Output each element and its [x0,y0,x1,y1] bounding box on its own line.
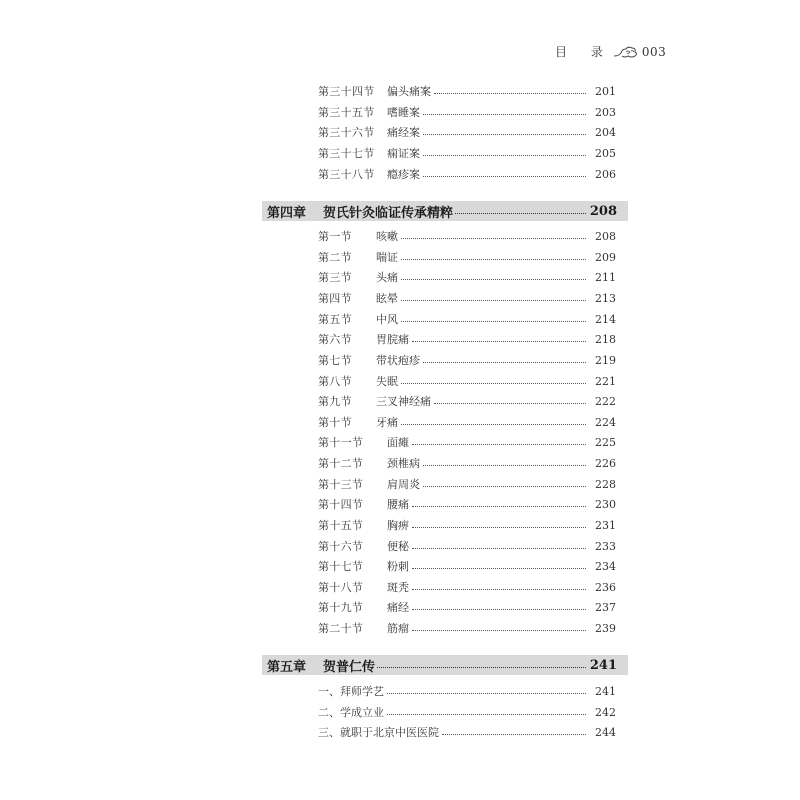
section-title: 中风 [376,313,398,326]
toc-entry[interactable] [318,247,616,267]
page-number: 237 [595,600,616,614]
toc-entry[interactable] [318,618,616,638]
running-head-title: 目 录 [555,45,613,59]
toc-entry[interactable] [318,329,616,349]
toc-entry[interactable] [318,412,616,432]
toc-entry[interactable] [318,494,616,514]
page-number: 213 [595,291,616,305]
dot-leader [412,629,586,631]
section-title: 偏头痛案 [387,85,431,98]
section-number: 第十四节 [318,498,364,511]
toc-entry[interactable] [318,474,616,494]
section-number: 第一节 [318,230,352,243]
page-number: 244 [595,725,616,739]
section-title: 筋瘤 [387,622,409,635]
page-number: 233 [595,539,616,553]
toc-entry[interactable] [318,556,616,576]
section-title: 嗜睡案 [387,106,420,119]
toc-entry[interactable] [318,597,616,617]
dot-leader [401,423,586,425]
section-title: 三、就职于北京中医医院 [318,726,439,739]
toc-entry[interactable] [318,102,616,122]
toc-entry[interactable] [318,453,616,473]
chapter-title: 贺氏针灸临证传承精粹 [323,205,454,221]
dot-leader [401,382,586,384]
section-number: 第二节 [318,251,352,264]
dot-leader [412,547,586,549]
dot-leader [412,588,586,590]
section-title: 咳嗽 [376,230,398,243]
section-title: 喘证 [376,251,398,264]
dot-leader [423,175,586,177]
toc-entry[interactable] [318,391,616,411]
section-title: 胃脘痛 [376,333,409,346]
section-number: 第十六节 [318,540,364,553]
page-number: 234 [595,559,616,573]
toc-entry[interactable] [318,267,616,287]
chapter-heading[interactable] [262,655,628,675]
section-title: 腰痛 [387,498,409,511]
page-number: 219 [595,353,616,367]
page-number: 241 [595,684,616,698]
dot-leader [442,733,586,735]
section-number: 第十二节 [318,457,364,470]
section-number: 第三十七节 [318,147,375,160]
section-title: 颈椎病 [387,457,420,470]
dot-leader [387,713,586,715]
section-number: 第三十八节 [318,168,375,181]
toc-entry[interactable] [318,350,616,370]
page-number: 241 [589,657,617,673]
dot-leader [412,505,586,507]
dot-leader [412,608,586,610]
section-number: 第十五节 [318,519,364,532]
dot-leader [423,133,586,135]
page-number: 242 [595,705,616,719]
toc-entry[interactable] [318,432,616,452]
section-title: 失眠 [376,375,398,388]
section-title: 斑秃 [387,581,409,594]
toc-entry[interactable] [318,81,616,101]
section-title: 痫证案 [387,147,420,160]
toc-entry[interactable] [318,536,616,556]
dot-leader [401,320,586,322]
toc-entry[interactable] [318,515,616,535]
running-head-page-number: 003 [641,44,667,59]
dot-leader [401,278,586,280]
section-number: 第三十四节 [318,85,375,98]
section-title: 三叉神经痛 [376,395,431,408]
page-number: 201 [595,84,616,98]
toc-entry[interactable] [318,143,616,163]
section-number: 第六节 [318,333,352,346]
dot-leader [401,237,586,239]
dot-leader [412,526,586,528]
page-number: 209 [595,250,616,264]
page-number: 211 [595,270,616,284]
toc-entry[interactable] [318,722,616,742]
section-title: 胸痹 [387,519,409,532]
section-title: 面瘫 [387,436,409,449]
section-title: 粉刺 [387,560,409,573]
section-title: 痛经 [387,601,409,614]
section-title: 肩周炎 [387,478,420,491]
section-title: 二、学成立业 [318,706,384,719]
dot-leader [387,692,586,694]
dot-leader [423,154,586,156]
dot-leader [423,485,586,487]
section-number: 第四节 [318,292,352,305]
page-number: 205 [595,146,616,160]
page-number: 221 [595,374,616,388]
section-number: 第五节 [318,313,352,326]
section-number: 第九节 [318,395,352,408]
section-number: 第十一节 [318,436,364,449]
section-title: 眩晕 [376,292,398,305]
page-number: 222 [595,394,616,408]
section-number: 第十八节 [318,581,364,594]
toc-entry[interactable] [318,681,616,701]
dot-leader [412,567,586,569]
dot-leader [412,340,586,342]
section-number: 第十三节 [318,478,364,491]
section-number: 第三节 [318,271,352,284]
toc-entry[interactable] [318,371,616,391]
section-number: 第三十六节 [318,126,375,139]
toc-entry[interactable] [318,309,616,329]
dot-leader [401,258,586,260]
page-number: 204 [595,125,616,139]
dot-leader [423,464,586,466]
section-title: 牙痛 [376,416,398,429]
dot-leader [423,113,586,115]
page-number: 225 [595,435,616,449]
section-title: 带状疱疹 [376,354,420,367]
toc-entry[interactable] [318,288,616,308]
toc-entry[interactable] [318,122,616,142]
page-number: 203 [595,105,616,119]
section-title: 痛经案 [387,126,420,139]
page-number: 230 [595,497,616,511]
page-number: 208 [595,229,616,243]
section-title: 头痛 [376,271,398,284]
section-title: 一、拜师学艺 [318,685,384,698]
dot-leader [423,361,586,363]
toc-entry[interactable] [318,226,616,246]
toc-entry[interactable] [318,702,616,722]
dot-leader [455,212,586,214]
section-number: 第三十五节 [318,106,375,119]
page-number: 226 [595,456,616,470]
chapter-title: 贺普仁传 [323,659,376,675]
section-number: 第七节 [318,354,352,367]
page-number: 239 [595,621,616,635]
section-number: 第十七节 [318,560,364,573]
section-number: 第十九节 [318,601,364,614]
section-number: 第八节 [318,375,352,388]
toc-entry[interactable] [318,577,616,597]
dot-leader [377,666,586,668]
dot-leader [434,92,586,94]
dot-leader [401,299,586,301]
page-number: 208 [589,203,617,219]
dot-leader [434,402,586,404]
dot-leader [412,443,586,445]
section-title: 瘾疹案 [387,168,420,181]
chapter-heading[interactable] [262,201,628,221]
page-number: 206 [595,167,616,181]
chapter-number: 第四章 [267,205,307,221]
page-number: 214 [595,312,616,326]
toc-entry[interactable] [318,164,616,184]
page-number: 231 [595,518,616,532]
page-number: 228 [595,477,616,491]
section-number: 第十节 [318,416,352,429]
chapter-number: 第五章 [267,659,307,675]
section-number: 第二十节 [318,622,364,635]
page-number: 218 [595,332,616,346]
page-number: 224 [595,415,616,429]
page-number: 236 [595,580,616,594]
section-title: 便秘 [387,540,409,553]
